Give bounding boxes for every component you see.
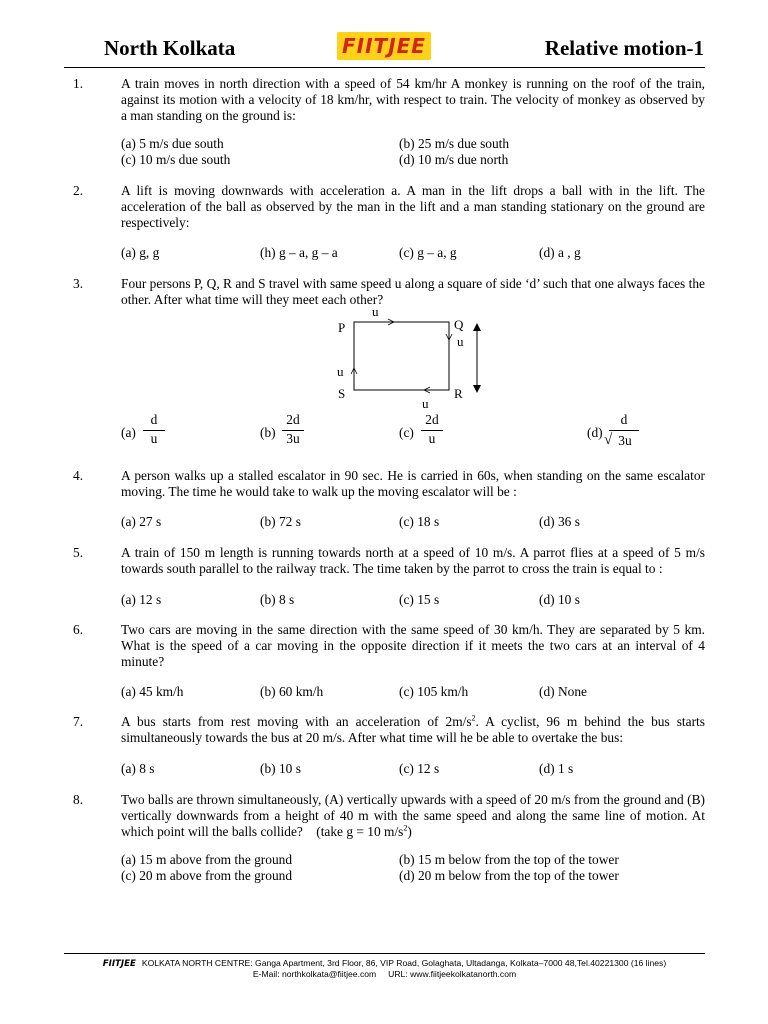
option-a: (a) 27 s [121, 514, 162, 529]
fraction-numerator: d [620, 412, 628, 427]
superscript: 2 [403, 823, 408, 833]
label-r: R [454, 386, 463, 401]
footer-divider [64, 953, 705, 954]
text-part: ) [407, 824, 412, 839]
text-part: . A cyclist, 96 m behind the bus starts simultaneously towards the bus at 20 m/s. After what time will he be able to overtake the bus: [121, 714, 705, 745]
question-text: A train moves in north direction with a speed of 54 km/hr A monkey is running on the roof of the train, against its motion with a velocity of 18 km/hr, with respect to train. The velocity of monkey as observed by a man standing on the ground is: [121, 76, 705, 123]
option-c: (c) g – a, g [399, 245, 457, 260]
option-c: (c) 18 s [399, 514, 440, 529]
option-a: (a) 15 m above from the ground [121, 852, 293, 867]
option-label: (d) [587, 425, 603, 440]
page-header [64, 28, 704, 66]
question-number: 2. [73, 183, 84, 198]
fraction-denominator: u [150, 431, 158, 446]
text-part: A bus starts from rest moving with an acceleration of 2m/s [121, 714, 472, 729]
square-path [354, 322, 449, 390]
square-diagram [330, 304, 500, 410]
question-text [121, 792, 709, 840]
option-a: (a) 5 m/s due south [121, 136, 224, 151]
footer-logo: FIITJEE [102, 959, 136, 969]
option-d: (d) 10 s [539, 592, 580, 607]
fraction-numerator: 2d [286, 412, 300, 427]
question-text: Two cars are moving in the same direction with the same speed of 30 km/h. They are separated by 5 km. What is the speed of a car moving in the opposite direction if it meets the two cars at an interval of 4 minute? [121, 622, 705, 669]
option-label: (c) [399, 425, 414, 440]
footer-line-1: KOLKATA NORTH CENTRE: Ganga Apartment, 3rd Floor, 86, VIP Road, Golaghata, Ultadanga, Kolkata–7000 48,Tel.40221300 (16 lines) [141, 958, 667, 968]
option-a: (a) 8 s [121, 761, 155, 776]
option-d: (d) None [539, 684, 587, 699]
header-centre-name: North Kolkata [104, 36, 236, 60]
option-c: (c) 105 km/h [399, 684, 469, 699]
option-b: (b) 8 s [260, 592, 295, 607]
option-c: (c) 20 m above from the ground [121, 868, 293, 883]
option-c: (c) 15 s [399, 592, 440, 607]
option-b: (b) 25 m/s due south [399, 136, 510, 151]
option-d: (d) 20 m below from the top of the tower [399, 868, 619, 883]
question-number: 4. [73, 468, 84, 483]
label-s: S [338, 386, 346, 401]
option-a: (a) 12 s [121, 592, 162, 607]
option-d: (d) 10 m/s due north [399, 152, 509, 167]
question-number: 6. [73, 622, 84, 637]
option-b: (b) 10 s [260, 761, 301, 776]
option-b: (h) g – a, g – a [260, 245, 338, 260]
fraction-numerator: d [150, 412, 158, 427]
velocity-label-bottom: u [422, 396, 429, 411]
label-p: P [338, 320, 346, 335]
fraction-bar [609, 430, 639, 431]
option-d: (d) 36 s [539, 514, 580, 529]
footer-address [64, 958, 705, 969]
fiitjee-logo [337, 32, 431, 60]
velocity-label-right: u [457, 334, 464, 349]
option-label: (a) [121, 425, 136, 440]
side-length-arrow-icon [473, 323, 481, 393]
option-d: (d) 1 s [539, 761, 574, 776]
label-q: Q [454, 317, 464, 332]
option-b: (b) 72 s [260, 514, 301, 529]
option-c: (c) 12 s [399, 761, 440, 776]
question-number: 7. [73, 714, 84, 729]
fraction-denominator: u [428, 431, 436, 446]
superscript: 2 [471, 713, 476, 723]
question-number: 8. [73, 792, 84, 807]
fraction-numerator: 2d [425, 412, 439, 427]
fraction-denominator: 3u [618, 433, 632, 448]
option-b: (b) 60 km/h [260, 684, 324, 699]
option-c: (c) 10 m/s due south [121, 152, 231, 167]
question-text: A lift is moving downwards with acceleration a. A man in the lift drops a ball with in the lift. The acceleration of the ball as observed by the man in the lift and a man standing stationary on the ground are respectively: [121, 183, 705, 230]
text-part: Two balls are thrown simultaneously, (A) vertically upwards with a speed of 20 m/s from the ground and (B) vertically downwards from a height of 40 m with the same speed and along the same line of motion. At which point will the balls collide? (take g = 10 m/s [121, 792, 709, 839]
question-text: A person walks up a stalled escalator in 90 sec. He is carried in 60s, when standing on the same escalator moving. The time he would take to walk up the moving escalator will be : [121, 468, 705, 499]
footer-contact: E-Mail: northkolkata@fiitjee.com URL: www.fiitjeekolkatanorth.com [252, 969, 517, 979]
question-number: 5. [73, 545, 84, 560]
velocity-label-top: u [372, 304, 379, 319]
question-number: 3. [73, 276, 84, 291]
sqrt-icon: √ [604, 432, 613, 448]
option-d: (d) a , g [539, 245, 581, 260]
logo-text: FIITJEE [342, 34, 426, 58]
option-b: (b) 15 m below from the top of the tower [399, 852, 619, 867]
header-divider [64, 67, 705, 68]
option-label: (b) [260, 425, 276, 440]
header-topic: Relative motion-1 [544, 36, 704, 60]
fraction-denominator: 3u [286, 431, 300, 446]
option-a: (a) g, g [121, 245, 160, 260]
question-text [121, 714, 705, 746]
question-text: Four persons P, Q, R and S travel with same speed u along a square of side ‘d’ such that one always faces the other. After what time will they meet each other? [121, 276, 705, 307]
velocity-label-left: u [337, 364, 344, 379]
question-text: A train of 150 m length is running towards north at a speed of 10 m/s. A parrot flies at a speed of 5 m/s towards south parallel to the railway track. The time taken by the parrot to cross the train is equal to : [121, 545, 705, 576]
question-number: 1. [73, 76, 84, 91]
option-a: (a) 45 km/h [121, 684, 184, 699]
